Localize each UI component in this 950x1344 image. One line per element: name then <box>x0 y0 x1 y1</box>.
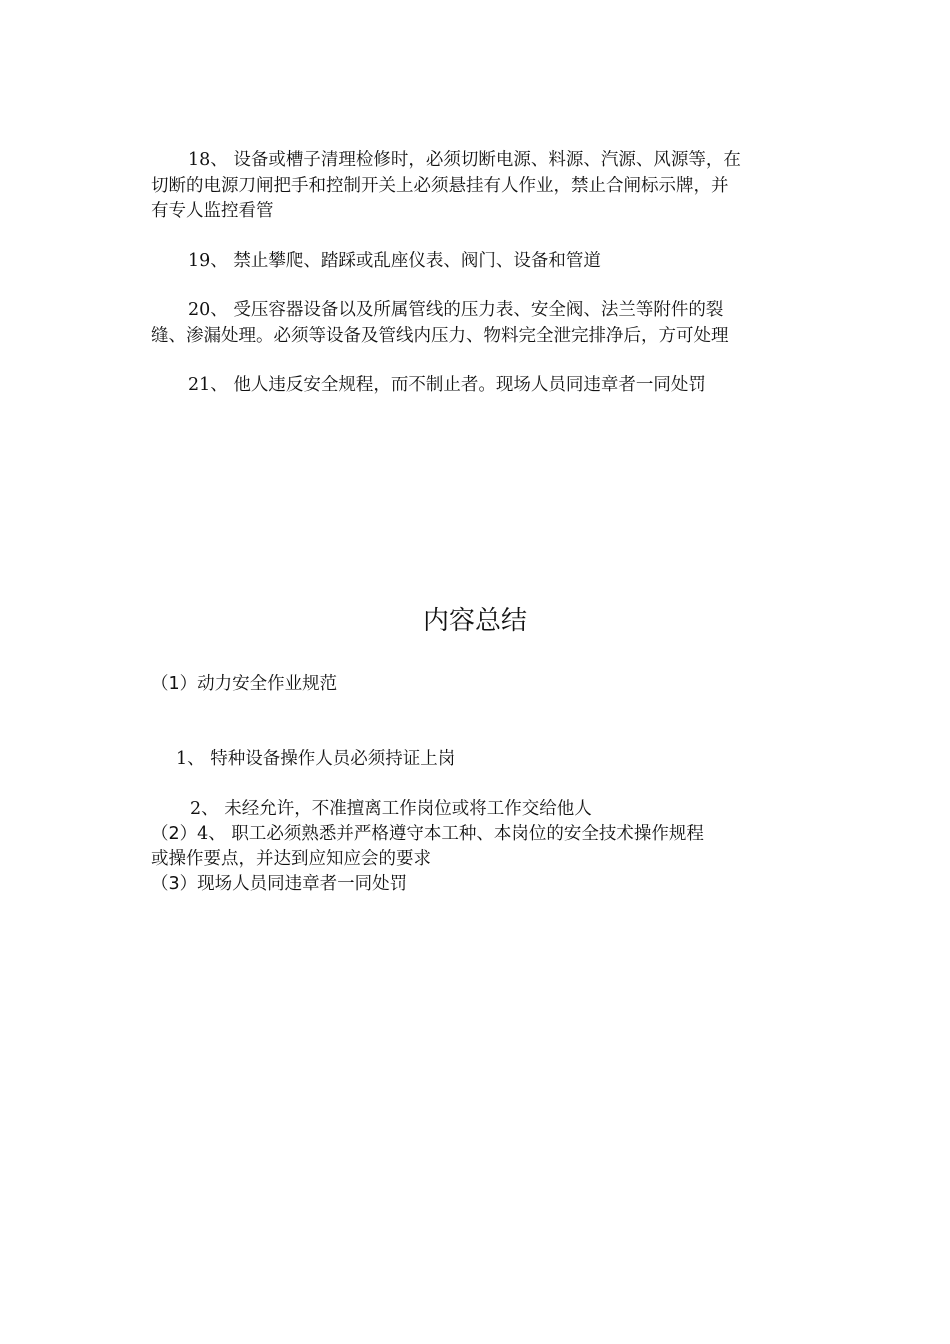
item-20-number: 20、 <box>188 300 228 320</box>
item-18-number: 18、 <box>188 150 228 170</box>
item-19-line-1 <box>188 249 601 274</box>
item-19-number: 19、 <box>188 251 228 271</box>
item-18-line-3: 有专人监控看管 <box>151 201 274 221</box>
summary-section-2-prefix: （2） <box>151 824 198 844</box>
summary-item-2-number: 2、 <box>190 799 219 819</box>
summary-section-3: （3）现场人员同违章者一同处罚 <box>151 874 408 894</box>
item-21-text: 他人违反安全规程，而不制止者。现场人员同违章者一同处罚 <box>227 375 706 395</box>
item-20-line-2: 缝、渗漏处理。必须等设备及管线内压力、物料完全泄完排净后，方可处理 <box>151 326 729 346</box>
item-18-line-2: 切断的电源刀闸把手和控制开关上必须悬挂有人作业，禁止合闸标示牌，并 <box>151 176 729 196</box>
item-18-line-1 <box>188 148 741 173</box>
item-20-text: 受压容器设备以及所属管线的压力表、安全阀、法兰等附件的裂 <box>227 300 724 320</box>
summary-item-1 <box>176 747 455 772</box>
summary-item-1-number: 1、 <box>176 749 205 769</box>
summary-item-1-text: 特种设备操作人员必须持证上岗 <box>204 749 456 769</box>
item-20-line-1 <box>188 298 723 323</box>
summary-item-2-text: 未经允许，不准擅离工作岗位或将工作交给他人 <box>218 799 592 819</box>
summary-item-2 <box>190 797 592 822</box>
item-18-text: 设备或槽子清理检修时，必须切断电源、料源、汽源、风源等，在 <box>227 150 741 170</box>
item-21-number: 21、 <box>188 375 228 395</box>
item-19-text: 禁止攀爬、踏踩或乱座仪表、阀门、设备和管道 <box>227 251 601 271</box>
summary-section-2 <box>151 822 704 847</box>
summary-section-2-number: 4、 <box>197 824 226 844</box>
summary-section-1: （1）动力安全作业规范 <box>151 674 338 694</box>
summary-section-2-cont: 或操作要点，并达到应知应会的要求 <box>151 849 431 869</box>
item-21-line-1 <box>188 373 706 398</box>
summary-title: 内容总结 <box>422 606 527 636</box>
summary-section-2-text: 职工必须熟悉并严格遵守本工种、本岗位的安全技术操作规程 <box>225 824 704 844</box>
